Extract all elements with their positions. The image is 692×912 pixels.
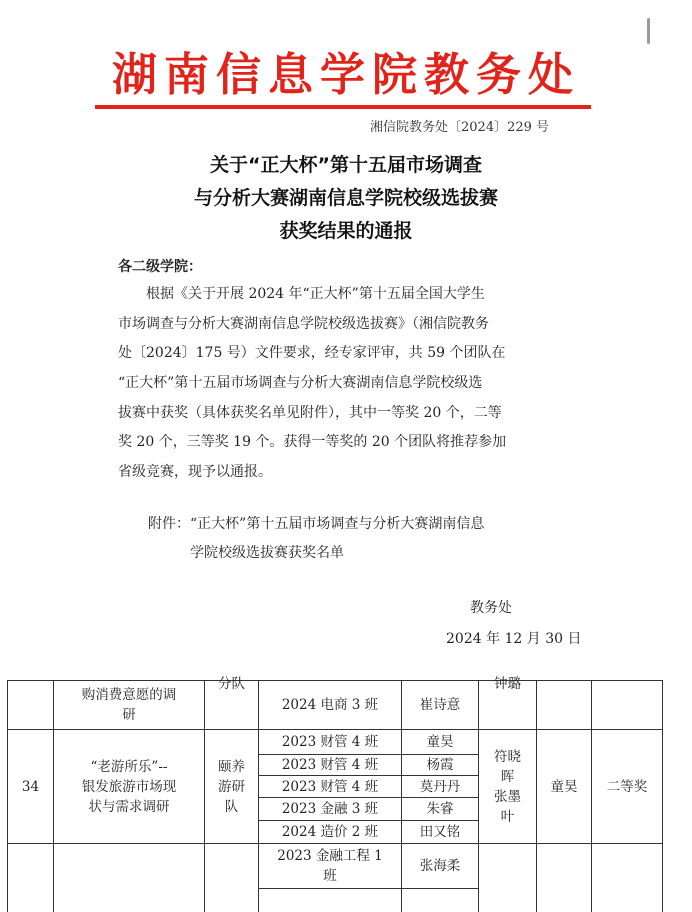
table-row-prev-member: 崔诗意 (419, 697, 461, 713)
member-name: 田又铭 (419, 824, 461, 840)
salutation: 各二级学院： (118, 259, 202, 275)
body-line: 市场调查与分析大赛湖南信息学院校级选拔赛》（湘信院教务 (118, 316, 489, 332)
body-line: 奖 20 个，三等奖 19 个。获得一等奖的 20 个团队将推荐参加 (118, 434, 507, 450)
cell-text: 研 (122, 707, 136, 723)
notice-title-line-3: 获奖结果的通报 (279, 220, 413, 242)
document-number: 湘信院教务处〔2024〕229 号 (370, 120, 550, 135)
award-level: 二等奖 (606, 778, 648, 795)
scrollbar-thumb[interactable] (647, 18, 650, 44)
project-name (54, 730, 204, 843)
table-row-prev-team: 分队 (218, 676, 245, 692)
body-line: 处〔2024〕175 号）文件要求，经专家评审，共 59 个团队在 (118, 345, 506, 361)
team-leader: 童昊 (550, 778, 578, 795)
member-name: 杨霞 (426, 757, 454, 773)
cell-text: 2023 金融工程 1 (277, 848, 383, 864)
cell-text: 颐养 (218, 758, 245, 775)
row-number: 34 (21, 778, 40, 795)
notice-title-line-2: 与分析大赛湖南信息学院校级选拔赛 (193, 187, 498, 209)
cell-text: 队 (224, 798, 239, 815)
cell-text: 班 (323, 868, 337, 884)
cell-text: 晖 (500, 768, 515, 785)
notice-title-line-1: 关于“正大杯”第十五届市场调查 (210, 154, 482, 176)
cell-text: “老游所乐”-- (90, 758, 168, 775)
cell-text: 银发旅游市场现 (81, 778, 177, 795)
member-name: 童昊 (426, 734, 454, 750)
table-row-prev-advisor: 钟璐 (494, 676, 521, 692)
member-class: 2023 财管 4 班 (281, 734, 379, 750)
cell-text: 张墨 (494, 788, 521, 805)
table-border (258, 888, 478, 889)
table-row-next-member: 张海柔 (419, 858, 461, 874)
member-class: 2024 造价 2 班 (281, 824, 379, 840)
attachment-line-1: 附件：“正大杯”第十五届市场调查与分析大赛湖南信息 (148, 516, 485, 532)
table-row-prev-class: 2024 电商 3 班 (281, 697, 379, 713)
member-class: 2023 财管 4 班 (281, 778, 379, 795)
cell-text: 购消费意愿的调 (81, 687, 177, 703)
attachment-line-2: 学院校级选拔赛获奖名单 (190, 545, 344, 561)
body-line: 省级竞赛，现予以通报。 (118, 464, 272, 480)
letterhead-divider (95, 105, 591, 109)
member-class: 2023 金融 3 班 (281, 801, 379, 817)
body-line: 根据《关于开展 2024 年“正大杯”第十五届全国大学生 (146, 286, 485, 302)
org-letterhead-title: 湖南信息学院教务处 (111, 48, 580, 101)
team-name (205, 730, 258, 843)
cell-text: 叶 (500, 808, 515, 825)
table-row-prev-project (54, 681, 204, 729)
table-border (662, 680, 663, 912)
table-row-next-class (259, 844, 401, 888)
cell-text: 符晓 (494, 748, 521, 765)
body-line: “正大杯”第十五届市场调查与分析大赛湖南信息学院校级选 (118, 375, 483, 391)
body-line: 拔赛中获奖（具体获奖名单见附件），其中一等奖 20 个，二等 (118, 405, 502, 421)
member-name: 莫丹丹 (419, 778, 461, 795)
signature-office: 教务处 (470, 600, 512, 616)
cell-text: 游研 (218, 778, 245, 795)
member-name: 朱睿 (426, 801, 454, 817)
advisor-names (479, 730, 536, 843)
signature-date: 2024 年 12 月 30 日 (446, 631, 582, 647)
cell-text: 状与需求调研 (88, 798, 170, 815)
member-class: 2023 财管 4 班 (281, 757, 379, 773)
